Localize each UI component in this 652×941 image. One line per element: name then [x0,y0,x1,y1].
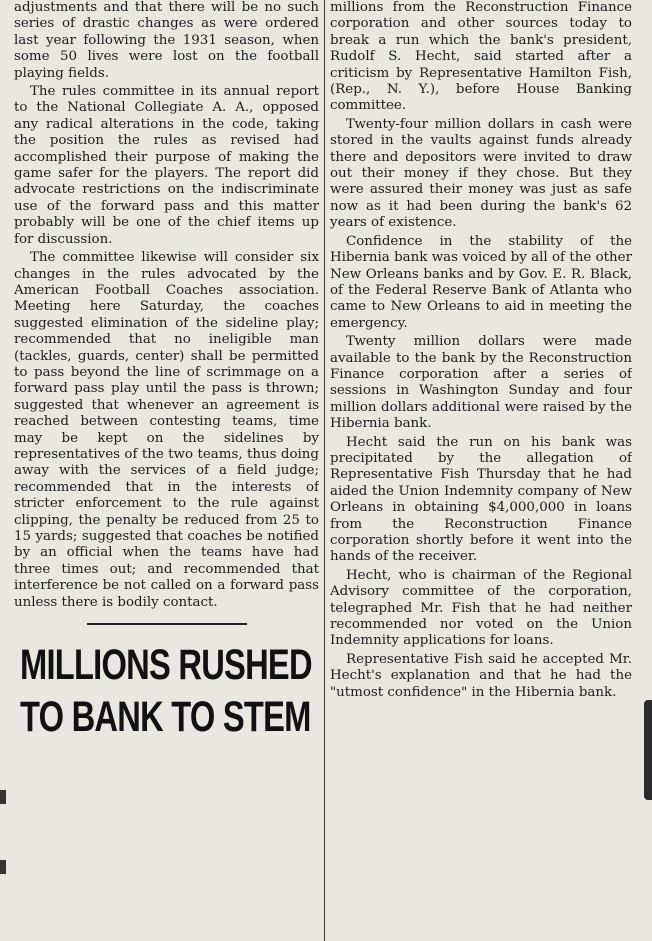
right-paragraph-4: Twenty million dollars were made available to the bank by the Reconstruction Finance corporation after a series of sessions in Washington Sunday and four million dollars additional were raised by the Hibernia bank. [330,334,632,432]
headline-divider [87,623,247,625]
right-paragraph-5: Hecht said the run on his bank was precipitated by the allegation of Representative Fish Thursday that he had aided the Union Indemnity company of New Orleans in obtaining $4,000,000 in loans from the Reconstruction Finance corporation shortly before it went into the hands of the receiver. [330,434,632,565]
right-column [330,0,632,941]
margin-mark [0,860,6,874]
page-edge-mark [644,700,652,800]
right-paragraph-6: Hecht, who is chairman of the Regional Advisory committee of the corporation, telegraphed Mr. Fish that he had neither recommended nor voted on the Union Indemnity applications for loans. [330,567,632,649]
right-paragraph-7: Representative Fish said he accepted Mr. Hecht's explanation and that he had the "utmost confidence" in the Hibernia bank. [330,651,632,700]
column-divider [324,0,325,941]
right-paragraph-3: Confidence in the stability of the Hibernia bank was voiced by all of the other New Orleans banks and by Gov. E. R. Black, of the Federal Reserve Bank of Atlanta who came to New Orleans to aid in meeting the emergency. [330,233,632,331]
right-paragraph-1: millions from the Reconstruction Finance corporation and other sources today to break a run which the bank's president, Rudolf S. Hecht, said started after a criticism by Representative Hamilton Fish, (Rep., N. Y.), before House Banking committee. [330,0,632,114]
left-paragraph-1: adjustments and that there will be no such series of drastic changes as were ordered last year following the 1931 season, when some 50 lives were lost on the football playing fields. [14,0,319,81]
left-paragraph-2: The rules committee in its annual report to the National Collegiate A. A., opposed any radical alterations in the code, taking the position the rules as revised had accomplished their purpose of making the game safer for the players. The report did advocate restrictions on the indiscriminate use of the forward pass and this matter probably will be one of the chief items up for discussion. [14,84,319,247]
margin-mark [0,790,6,804]
headline-line-2: TO BANK TO STEM [20,693,311,742]
headline-line-1: MILLIONS RUSHED [20,641,312,690]
left-paragraph-3: The committee likewise will consider six changes in the rules advocated by the American Football Coaches association. Meeting here Saturday, the coaches suggested elimination of the sideline play; recommended that no ineligible man (tackles, guards, center) shall be permitted to pass beyond the line of scrimmage on a forward pass play until the pass is thrown; suggested that whenever an agreement is reached between contesting teams, time may be kept on the sidelines by representatives of the two teams, thus doing away with the services of a field judge; recommended that in the interests of stricter enforcement to the rule against clipping, the penalty be reduced from 25 to 15 yards; suggested that coaches be notified by an official when the teams have had three times out; and recommended that interference be not called on a forward pass unless there is bodily contact. [14,250,319,610]
left-column [14,0,319,941]
right-paragraph-2: Twenty-four million dollars in cash were stored in the vaults against funds already there and depositors were invited to draw out their money if they chose. But they were assured their money was just as safe now as it had been during the bank's 62 years of existence. [330,116,632,231]
